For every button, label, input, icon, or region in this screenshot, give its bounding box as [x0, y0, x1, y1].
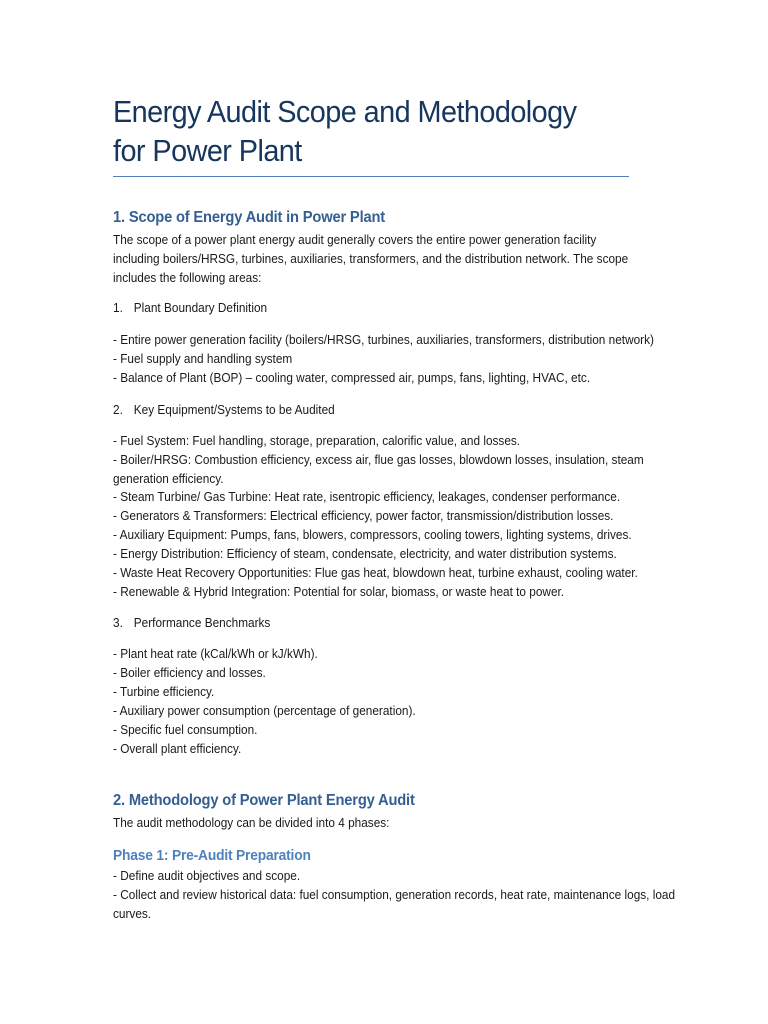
- list-item: - Overall plant efficiency.: [113, 742, 242, 756]
- list-item: - Specific fuel consumption.: [113, 723, 258, 737]
- subsection-label: Key Equipment/Systems to be Audited: [133, 403, 335, 417]
- subsection-label: Performance Benchmarks: [133, 616, 271, 630]
- list-item: - Auxiliary power consumption (percentage of generation).: [113, 704, 416, 718]
- list-item: - Steam Turbine/ Gas Turbine: Heat rate, isentropic efficiency, leakages, condenser performance.: [113, 490, 621, 504]
- section-1-heading: 1. Scope of Energy Audit in Power Plant: [113, 209, 386, 226]
- list-item: - Renewable & Hybrid Integration: Potential for solar, biomass, or waste heat to power.: [113, 585, 565, 599]
- list-item: curves.: [113, 907, 152, 921]
- list-item: - Generators & Transformers: Electrical efficiency, power factor, transmission/distribution losses.: [113, 509, 614, 523]
- list-item: - Auxiliary Equipment: Pumps, fans, blowers, compressors, cooling towers, lighting systems, drives.: [113, 528, 632, 542]
- subsection-key-equipment: [113, 401, 623, 420]
- subsection-label: Plant Boundary Definition: [133, 301, 268, 315]
- list-item: - Collect and review historical data: fuel consumption, generation records, heat rate, maintenance logs, load: [113, 888, 676, 902]
- subsection-plant-boundary: [113, 299, 623, 318]
- list-item: - Boiler efficiency and losses.: [113, 666, 266, 680]
- section-2-heading: 2. Methodology of Power Plant Energy Audit: [113, 792, 415, 809]
- list-item: - Boiler/HRSG: Combustion efficiency, excess air, flue gas losses, blowdown losses, insulation, steam: [113, 453, 644, 467]
- list-item: - Energy Distribution: Efficiency of steam, condensate, electricity, and water distribution systems.: [113, 547, 617, 561]
- subsection-number: 2.: [113, 403, 123, 417]
- section-1-intro: The scope of a power plant energy audit generally covers the entire power generation facility including boilers/HRSG, turbines, auxiliaries, transformers, and the distribution network. The scope includes the following areas:: [113, 233, 629, 285]
- list-item: - Fuel System: Fuel handling, storage, preparation, calorific value, and losses.: [113, 434, 521, 448]
- list-item: - Define audit objectives and scope.: [113, 869, 301, 883]
- list-item: - Turbine efficiency.: [113, 685, 215, 699]
- subsection-performance-benchmarks: [113, 614, 623, 633]
- list-item: - Balance of Plant (BOP) – cooling water, compressed air, pumps, fans, lighting, HVAC, etc.: [113, 371, 591, 385]
- list-item: - Entire power generation facility (boilers/HRSG, turbines, auxiliaries, transformers, distribution network): [113, 333, 654, 347]
- subsection-number: 3.: [113, 616, 123, 630]
- phase-1-heading: Phase 1: Pre-Audit Preparation: [113, 847, 311, 864]
- section-2-intro: The audit methodology can be divided into 4 phases:: [113, 816, 390, 830]
- list-item: - Fuel supply and handling system: [113, 352, 293, 366]
- document-title: Energy Audit Scope and Methodology for Power Plant: [113, 94, 577, 168]
- subsection-number: 1.: [113, 301, 123, 315]
- title-divider: [113, 176, 629, 177]
- list-item: - Plant heat rate (kCal/kWh or kJ/kWh).: [113, 647, 318, 661]
- list-item: generation efficiency.: [113, 472, 224, 486]
- list-item: - Waste Heat Recovery Opportunities: Flue gas heat, blowdown heat, turbine exhaust, cooling water.: [113, 566, 638, 580]
